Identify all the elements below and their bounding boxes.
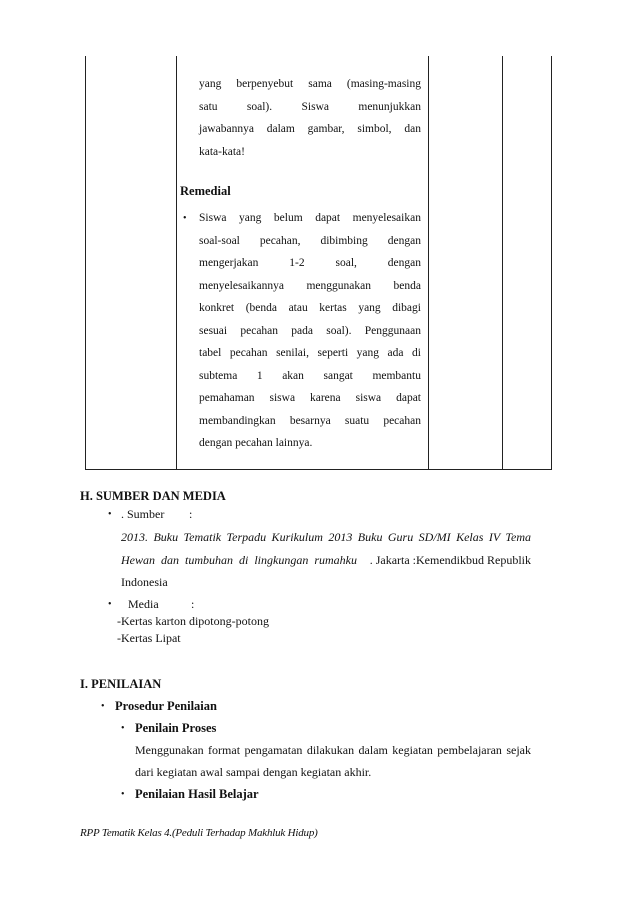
bullet-icon: • [108, 509, 112, 520]
word: benda [393, 279, 421, 292]
word: 1-2 [289, 257, 305, 269]
word: akan [282, 369, 304, 382]
word: menyelesaikannya [199, 279, 284, 292]
word: Siswa [199, 212, 227, 224]
proses-description-line [135, 743, 531, 758]
word: kata-kata! [199, 145, 245, 158]
page-footer: RPP Tematik Kelas 4.(Peduli Terhadap Makhluk Hidup) [80, 827, 318, 839]
word: yang [356, 347, 380, 359]
bullet-icon: • [121, 723, 125, 734]
table-column-divider [428, 56, 429, 469]
text-line [199, 436, 421, 451]
word: gambar, [307, 123, 345, 135]
word: dengan pecahan lainnya. [199, 437, 313, 449]
word: siswa [269, 392, 296, 404]
word: pecahan [229, 347, 268, 359]
word: satu [199, 100, 218, 113]
word: (masing-masing [346, 78, 421, 90]
word: (benda [245, 302, 277, 314]
text-line [199, 279, 421, 294]
word: belum [273, 212, 303, 224]
table-column-divider [502, 56, 503, 469]
text-line [199, 256, 421, 271]
word: Penggunaan [364, 324, 421, 337]
word: mengerjakan [199, 257, 259, 269]
media-item: -Kertas Lipat [117, 631, 181, 645]
text-line [199, 145, 421, 160]
word: menyelesaikan [352, 212, 421, 224]
word: dalam [358, 743, 388, 757]
word: senilai, [276, 347, 309, 359]
penilaian-hasil-heading: Penilaian Hasil Belajar [135, 787, 259, 801]
text-line [199, 414, 421, 429]
word: pecahan [383, 414, 421, 427]
word: dapat [315, 212, 341, 224]
word: dibagi [392, 302, 421, 314]
word: kertas [319, 302, 347, 314]
word: kegiatan [392, 743, 433, 757]
media-label: Media [128, 597, 159, 611]
penilaian-proses-heading: Penilain Proses [135, 721, 217, 735]
word: simbol, [357, 123, 392, 135]
sumber-colon: : [189, 507, 193, 521]
word: subtema [199, 369, 238, 382]
word: konkret [199, 302, 235, 314]
bullet-icon: • [101, 701, 105, 712]
word: pembelajaran [437, 743, 502, 757]
prosedur-heading: Prosedur Penilaian [115, 699, 217, 713]
word: sama [308, 78, 332, 90]
text-line [199, 77, 421, 92]
word: dengan [387, 234, 421, 247]
media-colon: : [191, 597, 195, 611]
word: sesuai [199, 324, 228, 337]
word: yang [358, 302, 381, 314]
text-line [199, 122, 421, 137]
word: Menggunakan [135, 743, 204, 757]
word: atau [288, 302, 308, 314]
source-reference-line: 2013. Buku Tematik Terpadu Kurikulum 2013 Buku Guru SD/MI Kelas IV Tema [121, 530, 531, 544]
text-line [199, 324, 421, 339]
word: pada [291, 324, 313, 337]
word: Siswa [301, 100, 329, 113]
word: dalam [266, 123, 295, 135]
sumber-label: . Sumber [121, 507, 165, 521]
word: sejak [506, 743, 531, 757]
word: sangat [323, 369, 353, 382]
word: dibimbing [320, 234, 368, 247]
word: dapat [396, 392, 421, 404]
word: 1 [256, 369, 263, 382]
word: pecahan [240, 324, 279, 337]
media-item: -Kertas karton dipotong-potong [117, 614, 269, 628]
word: soal). [246, 100, 273, 113]
word: dan [404, 123, 421, 135]
word: menggunakan [306, 279, 371, 292]
source-title-italic: Hewan dan tumbuhan di lingkungan rumahku [121, 553, 357, 567]
word: format [208, 743, 241, 757]
word: dilakukan [306, 743, 355, 757]
text-line [199, 301, 421, 316]
bullet-icon: • [121, 789, 125, 800]
source-reference-line [121, 553, 531, 568]
text-line [199, 100, 421, 115]
source-publisher: . Jakarta :Kemendikbud Republik [369, 553, 531, 567]
word: di [412, 347, 421, 359]
word: membandingkan [199, 414, 276, 427]
word: jawabannya [199, 123, 254, 135]
text-line [199, 211, 421, 226]
word: membantu [372, 369, 421, 382]
word: yang [199, 78, 222, 90]
word: soal-soal [199, 234, 240, 247]
word: suatu [344, 414, 370, 427]
text-line [199, 391, 421, 406]
word: yang [239, 212, 262, 224]
section-h-heading: H. SUMBER DAN MEDIA [80, 489, 226, 503]
word: pemahaman [199, 392, 255, 404]
word: soal). [326, 324, 352, 337]
word: tabel [199, 347, 222, 359]
bullet-icon: • [108, 599, 112, 610]
remedial-heading: Remedial [180, 184, 231, 198]
proses-description-line: dari kegiatan awal sampai dengan kegiatan akhir. [135, 765, 372, 779]
text-line [199, 369, 421, 384]
word: soal, [335, 257, 357, 269]
word: karena [310, 392, 341, 404]
text-line [199, 346, 421, 361]
text-line [199, 234, 421, 249]
word: pecahan, [259, 234, 301, 247]
word: besarnya [289, 414, 331, 427]
word: pengamatan [244, 743, 303, 757]
bullet-icon: • [183, 213, 187, 224]
word: berpenyebut [236, 78, 294, 90]
word: seperti [317, 347, 349, 359]
word: menunjukkan [358, 100, 421, 113]
section-i-heading: I. PENILAIAN [80, 677, 162, 691]
word: ada [387, 347, 404, 359]
word: siswa [355, 392, 382, 404]
source-reference-line: Indonesia [121, 575, 168, 589]
table-column-divider [176, 56, 177, 469]
word: dengan [387, 257, 421, 269]
